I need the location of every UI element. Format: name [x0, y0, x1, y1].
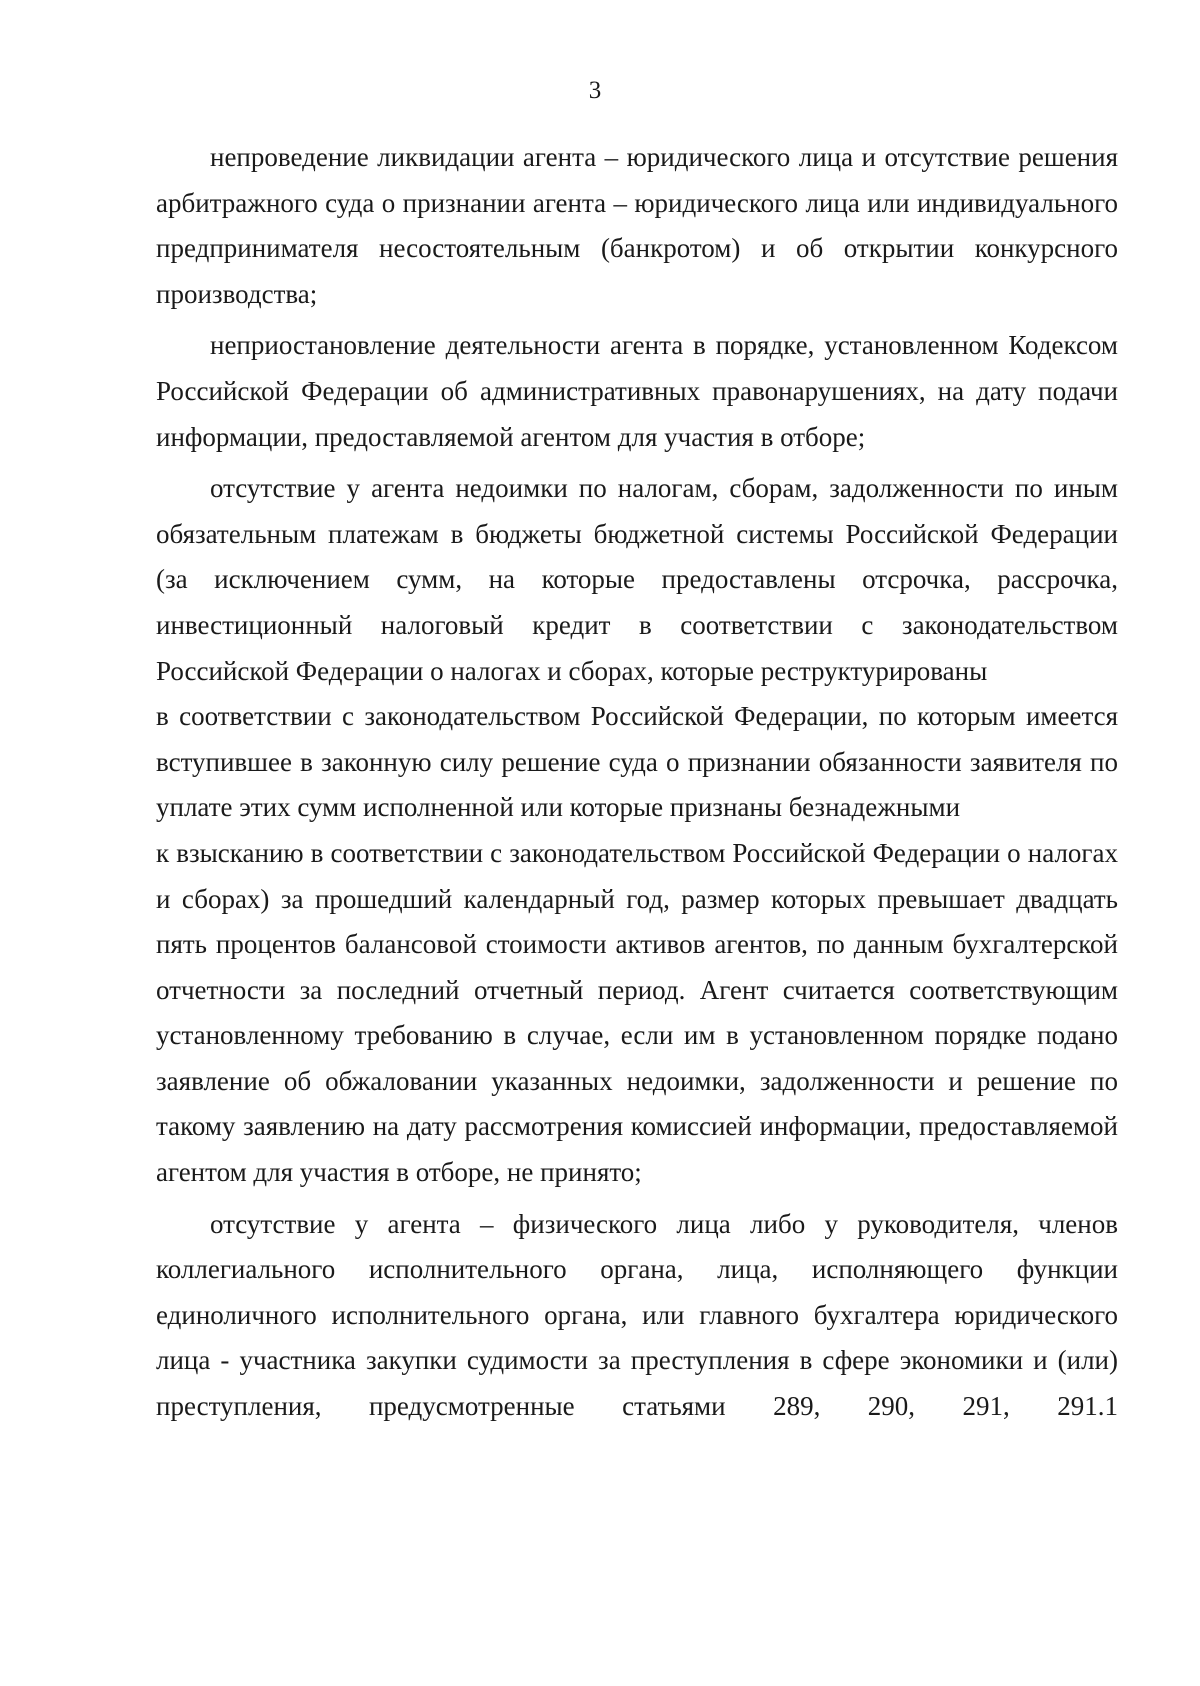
paragraph-criminal-record: отсутствие у агента – физического лица либо у руководителя, членов коллегиального исполнительного органа, лица, исполняющего функции единоличного исполнительного органа, или главного бухгалтера юридического лица - участника закупки судимости за преступления в сфере экономики и (или) преступления, предусмотренные статьями 289, 290, 291, 291.1	[156, 1208, 1118, 1422]
paragraph-suspension: неприостановление деятельности агента в порядке, установленном Кодексом Российской Федерации об административных правонарушениях, на дату подачи информации, предоставляемой агентом для участия в отборе;	[156, 330, 1118, 452]
paragraph-tax-arrears: отсутствие у агента недоимки по налогам, сборам, задолженности по иным обязательным платежам в бюджеты бюджетной системы Российской Федерации (за исключением сумм, на которые предоставлены отсрочка, рассрочка, инвестиционный налоговый кредит в соответствии с законодательством Российской Федерации о налогах и сборах, которые реструктурированы	[156, 473, 1118, 686]
page-number: 3	[588, 77, 602, 104]
paragraph-court-decision: в соответствии с законодательством Российской Федерации, по которым имеется вступившее в законную силу решение суда о признании обязанности заявителя по уплате этих сумм исполненной или которые признаны безнадежными	[156, 701, 1118, 823]
paragraph-collection: к взысканию в соответствии с законодательством Российской Федерации о налогах и сборах) за прошедший календарный год, размер которых превышает двадцать пять процентов балансовой стоимости активов агентов, по данным бухгалтерской отчетности за последний отчетный период. Агент считается соответствующим установленному требованию в случае, если им в установленном порядке подано заявление об обжаловании указанных недоимки, задолженности и решение по такому заявлению на дату рассмотрения комиссией информации, предоставляемой агентом для участия в отборе, не принято;	[156, 837, 1118, 1188]
document-body	[156, 135, 1118, 1430]
paragraph-liquidation: непроведение ликвидации агента – юридического лица и отсутствие решения арбитражного суда о признании агента – юридического лица или индивидуального предпринимателя несостоятельным (банкротом) и об открытии конкурсного производства;	[156, 142, 1118, 309]
